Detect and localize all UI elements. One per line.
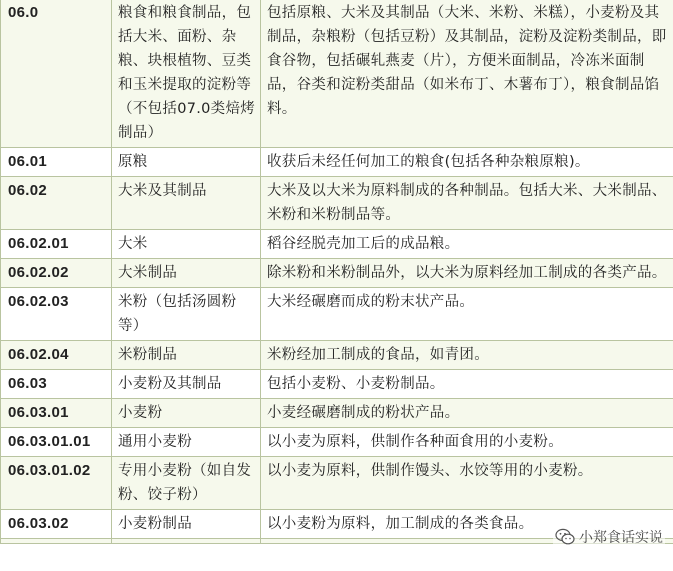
table-row [1,341,673,370]
table-row [1,370,673,399]
category-name-cell: 大米 [112,230,261,259]
category-description-cell: 米粉经加工制成的食品，如青团。 [261,341,673,370]
category-name-cell: 大米制品 [112,259,261,288]
category-code-cell: 06.02.02 [1,259,112,288]
category-code-cell [1,539,112,544]
table-row [1,288,673,341]
category-description-cell: 以小麦为原料，供制作各种面食用的小麦粉。 [261,428,673,457]
category-description-cell: 大米经碾磨而成的粉末状产品。 [261,288,673,341]
category-code-cell: 06.03.01.02 [1,457,112,510]
category-name-cell: 通用小麦粉 [112,428,261,457]
category-description-cell: 小麦经碾磨制成的粉状产品。 [261,399,673,428]
watermark [553,527,665,547]
category-name-cell: 小麦粉制品 [112,510,261,539]
category-description-cell: 稻谷经脱壳加工后的成品粮。 [261,230,673,259]
category-description-cell: 大米及以大米为原料制成的各种制品。包括大米、大米制品、米粉和米粉制品等。 [261,177,673,230]
category-code-cell: 06.02.04 [1,341,112,370]
category-name-cell: 小麦粉及其制品 [112,370,261,399]
table-row [1,457,673,510]
category-name-cell: 原粮 [112,148,261,177]
category-code-cell: 06.02 [1,177,112,230]
category-code-cell: 06.03.01.01 [1,428,112,457]
category-code-cell: 06.01 [1,148,112,177]
category-code-cell: 06.03.02 [1,510,112,539]
category-name-cell: 粮食和粮食制品，包括大米、面粉、杂粮、块根植物、豆类和玉米提取的淀粉等（不包括07.0类焙烤制品） [112,0,261,148]
table-body [1,0,673,544]
category-description-cell: 包括原粮、大米及其制品（大米、米粉、米糕），小麦粉及其制品，杂粮粉（包括豆粉）及其制品，淀粉及淀粉类制品，即食谷物，包括碾轧燕麦（片），方便米面制品，冷冻米面制品，谷类和淀粉类甜品（如米布丁、木薯布丁），粮食制品馅料。 [261,0,673,148]
category-description-cell: 收获后未经任何加工的粮食(包括各种杂粮原粮)。 [261,148,673,177]
table-row [1,177,673,230]
category-name-cell: 专用小麦粉（如自发粉、饺子粉） [112,457,261,510]
category-code-cell: 06.02.01 [1,230,112,259]
table-row [1,428,673,457]
category-description-cell: 包括小麦粉、小麦粉制品。 [261,370,673,399]
table-row [1,230,673,259]
table-row [1,0,673,148]
table-row [1,259,673,288]
category-code-cell: 06.03 [1,370,112,399]
table-row [1,399,673,428]
category-description-cell: 以小麦为原料，供制作馒头、水饺等用的小麦粉。 [261,457,673,510]
category-description-cell: 以小麦粉为原料，加工制成的各类食品。 [261,510,673,539]
wechat-logo-icon [555,528,575,546]
category-code-cell: 06.03.01 [1,399,112,428]
category-description-cell: 除米粉和米粉制品外，以大米为原料经加工制成的各类产品。 [261,259,673,288]
category-code-cell: 06.0 [1,0,112,148]
table-row [1,148,673,177]
category-code-cell: 06.02.03 [1,288,112,341]
category-name-cell: 小麦粉 [112,399,261,428]
category-name-cell: 米粉制品 [112,341,261,370]
category-name-cell: 米粉（包括汤圆粉等） [112,288,261,341]
category-name-cell [112,539,261,544]
watermark-text: 小郑食话实说 [579,530,663,546]
category-name-cell: 大米及其制品 [112,177,261,230]
